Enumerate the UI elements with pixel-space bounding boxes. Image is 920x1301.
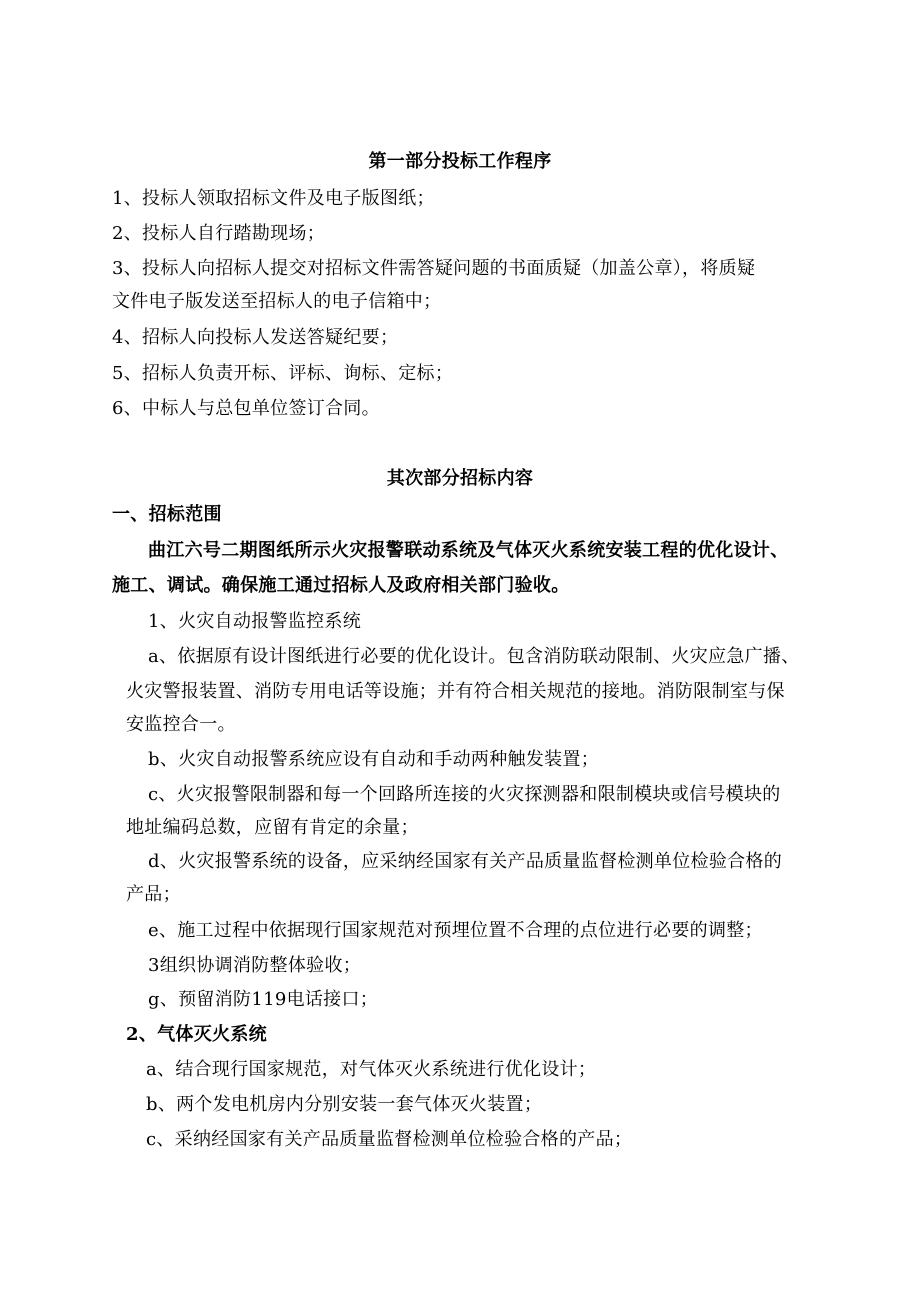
system2-item: b、两个发电机房内分别安装一套气体灭火装置； bbox=[146, 1094, 543, 1115]
system2-item: a、结合现行国家规范，对气体灭火系统进行优化设计； bbox=[146, 1059, 597, 1080]
part1-step: 5、招标人负责开标、评标、询标、定标； bbox=[112, 363, 454, 384]
part1-step: 2、投标人自行踏勘现场； bbox=[112, 223, 326, 244]
scope-paragraph: 曲江六号二期图纸所示火灾报警联动系统及气体灭火系统安装工程的优化设计、 bbox=[148, 540, 789, 561]
system1-heading: 1、火灾自动报警监控系统 bbox=[148, 611, 362, 632]
scope-paragraph-continuation: 施工、调试。确保施工通过招标人及政府相关部门验收。 bbox=[112, 575, 570, 596]
system1-item: 3组织协调消防整体验收； bbox=[148, 955, 362, 976]
system1-item: b、火灾自动报警系统应设有自动和手动两种触发装置； bbox=[148, 749, 600, 770]
system1-item: g、预留消防119电话接口； bbox=[148, 989, 379, 1010]
part1-step: 4、招标人向投标人发送答疑纪要； bbox=[112, 327, 399, 348]
part1-step: 6、中标人与总包单位签订合同。 bbox=[112, 398, 380, 419]
system1-item: e、施工过程中依据现行国家规范对预埋位置不合理的点位进行必要的调整； bbox=[148, 920, 763, 941]
section-heading: 一、招标范围 bbox=[112, 504, 222, 525]
system1-item-continuation: 火灾警报装置、消防专用电话等设施；并有符合相关规范的接地。消防限制室与保 bbox=[126, 681, 785, 702]
part1-step: 3、投标人向招标人提交对招标文件需答疑问题的书面质疑（加盖公章），将质疑 bbox=[112, 258, 756, 279]
system2-heading: 2、气体灭火系统 bbox=[126, 1024, 267, 1045]
system1-item-continuation: 产品； bbox=[126, 884, 181, 905]
part2-title: 其次部分招标内容 bbox=[386, 468, 534, 489]
system1-item: a、依据原有设计图纸进行必要的优化设计。包含消防联动限制、火灾应急广播、 bbox=[148, 646, 800, 667]
system1-item: c、火灾报警限制器和每一个回路所连接的火灾探测器和限制模块或信号模块的 bbox=[148, 784, 781, 805]
system1-item-continuation: 安监控合一。 bbox=[126, 714, 236, 735]
system1-item-continuation: 地址编码总数，应留有肯定的余量； bbox=[126, 817, 419, 838]
part1-step-continuation: 文件电子版发送至招标人的电子信箱中； bbox=[112, 291, 442, 312]
system1-item: d、火灾报警系统的设备，应采纳经国家有关产品质量监督检测单位检验合格的 bbox=[148, 851, 783, 872]
part1-step: 1、投标人领取招标文件及电子版图纸； bbox=[112, 188, 435, 209]
system2-item: c、采纳经国家有关产品质量监督检测单位检验合格的产品； bbox=[146, 1129, 633, 1150]
part1-title: 第一部分投标工作程序 bbox=[368, 151, 552, 172]
